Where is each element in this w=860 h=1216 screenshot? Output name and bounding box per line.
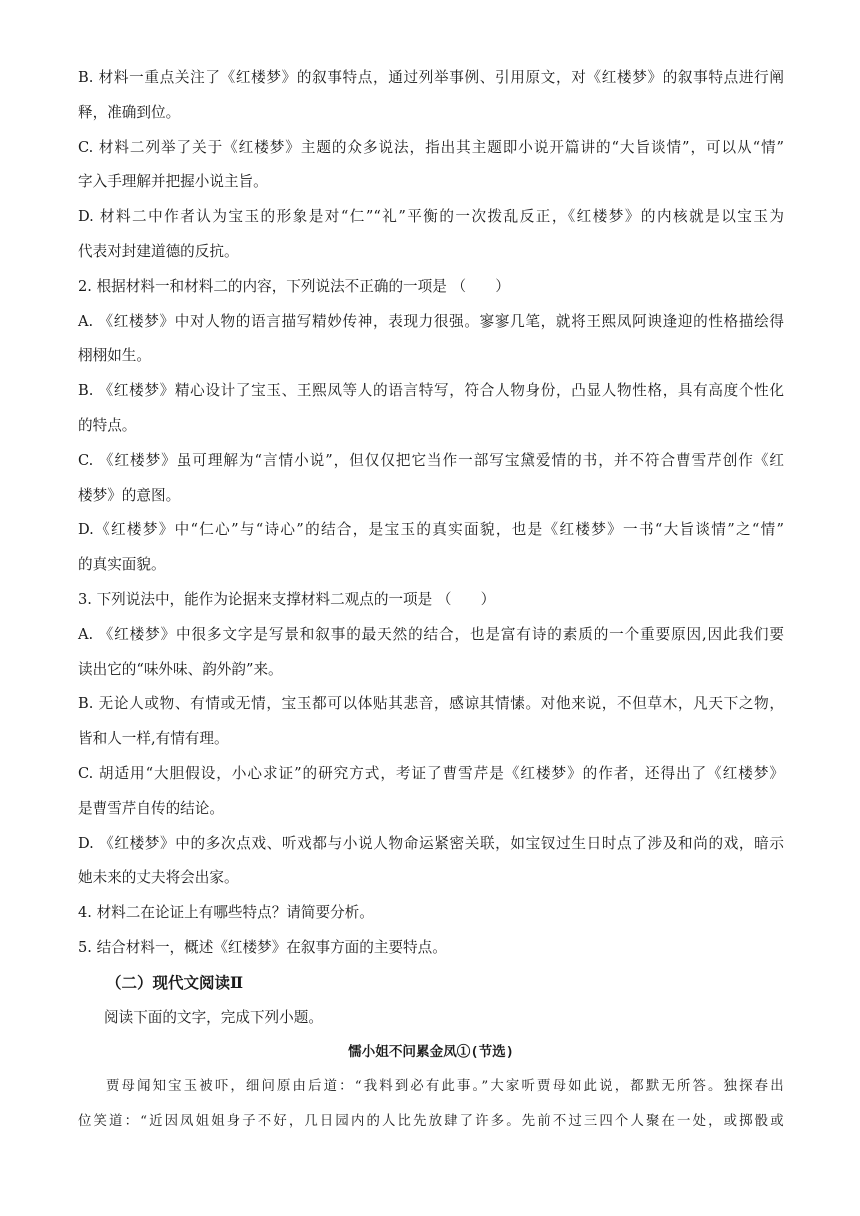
- text-line: 读出它的“味外味、韵外韵”来。: [78, 660, 283, 678]
- passage-line: 位笑道：“近因凤姐姐身子不好，几日园内的人比先放肆了许多。先前不过三四个人聚在一处，或掷骰或: [78, 1113, 784, 1129]
- question-5: 5. 结合材料一，概述《红楼梦》在叙事方面的主要特点。: [78, 938, 447, 956]
- text-line: 栩栩如生。: [78, 347, 151, 365]
- text-line: 释，准确到位。: [78, 103, 181, 121]
- question-4: 4. 材料二在论证上有哪些特点？请简要分析。: [78, 904, 374, 922]
- text-line: 的真实面貌。: [78, 556, 166, 574]
- section-heading: （二）现代文阅读Ⅱ: [106, 972, 244, 992]
- text-line: B. 无论人或物、有情或无情，宝玉都可以体贴其悲音，感谅其情愫。对他来说，不但草木，凡天下之物，: [78, 695, 784, 713]
- text-line: 皆和人一样,有情有理。: [78, 730, 229, 748]
- passage-line: 贾母闻知宝玉被吓，细问原由后道：“我料到必有此事。”大家听贾母如此说，都默无所答。独探春出: [106, 1079, 784, 1095]
- text-line: C. 材料二列举了关于《红楼梦》主题的众多说法，指出其主题即小说开篇讲的“大旨谈情”，可以从“情”: [78, 138, 784, 156]
- text-line: 字入手理解并把握小说主旨。: [78, 173, 268, 191]
- question-3: 3. 下列说法中，能作为论据来支撑材料二观点的一项是 （ ）: [78, 590, 496, 608]
- text-line: D. 《红楼梦》中的多次点戏、听戏都与小说人物命运紧密关联，如宝钗过生日时点了涉及和尚的戏，暗示: [78, 834, 784, 852]
- text-line: A. 《红楼梦》中对人物的语言描写精妙传神，表现力很强。寥寥几笔，就将王熙凤阿谀逢迎的性格描绘得: [78, 312, 784, 330]
- passage-title: 懦小姐不问累金凤①(节选): [348, 1044, 514, 1061]
- text-line: A. 《红楼梦》中很多文字是写景和叙事的最天然的结合，也是富有诗的素质的一个重要原因,因此我们要: [78, 625, 784, 643]
- question-2: 2. 根据材料一和材料二的内容，下列说法不正确的一项是 （ ）: [78, 277, 510, 295]
- text-line: 她未来的丈夫将会出家。: [78, 869, 239, 887]
- text-line: 的特点。: [78, 416, 137, 434]
- document-page: [78, 61, 784, 1140]
- text-line: 是曹雪芹自传的结论。: [78, 799, 224, 817]
- text-line: C. 胡适用“大胆假设，小心求证”的研究方式，考证了曹雪芹是《红楼梦》的作者，还得出了《红楼梦》: [78, 764, 784, 782]
- text-line: B. 《红楼梦》精心设计了宝玉、王熙凤等人的语言特写，符合人物身份，凸显人物性格，具有高度个性化: [78, 382, 784, 400]
- text-line: 代表对封建道德的反抗。: [78, 242, 239, 260]
- text-line: D. 材料二中作者认为宝玉的形象是对“仁”“礼”平衡的一次拨乱反正，《红楼梦》的内核就是以宝玉为: [78, 208, 784, 226]
- text-line: C. 《红楼梦》虽可理解为“言情小说”，但仅仅把它当作一部写宝黛爱情的书，并不符合曹雪芹创作《红: [78, 451, 784, 469]
- instruction: 阅读下面的文字，完成下列小题。: [104, 1008, 323, 1026]
- text-line: 楼梦》的意图。: [78, 486, 181, 504]
- text-line: B. 材料一重点关注了《红楼梦》的叙事特点，通过列举事例、引用原文，对《红楼梦》的叙事特点进行阐: [78, 69, 784, 86]
- text-line: D.《红楼梦》中“仁心”与“诗心”的结合，是宝玉的真实面貌，也是《红楼梦》一书“大旨谈情”之“情”: [78, 521, 784, 539]
